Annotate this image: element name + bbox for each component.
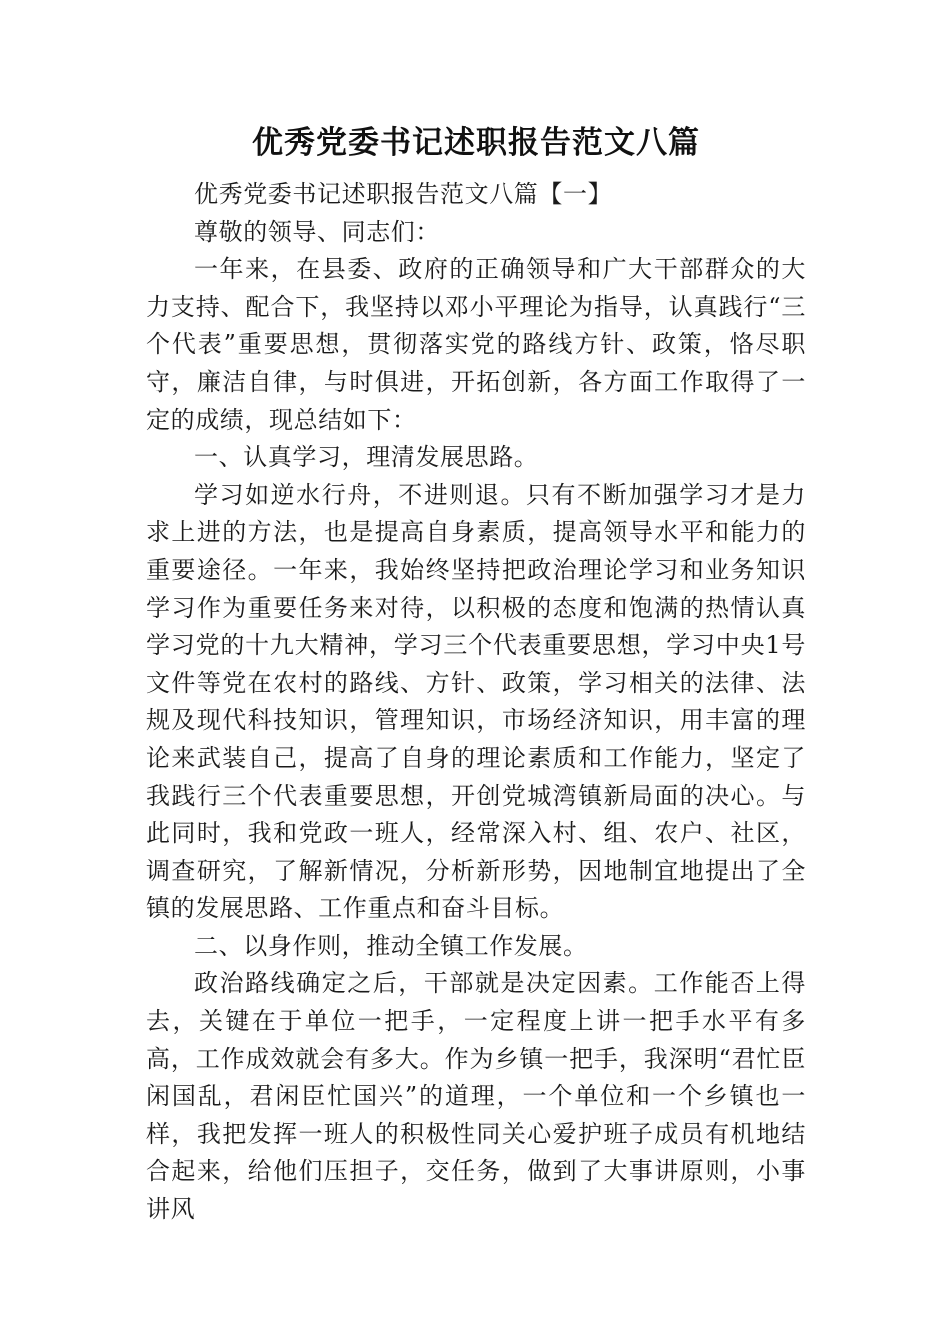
paragraph-body-1: 学习如逆水行舟，不进则退。只有不断加强学习才是力求上进的方法，也是提高自身素质，提高领导水平和能力的重要途径。一年来，我始终坚持把政治理论学习和业务知识学习作为重要任务来对待，以积极的态度和饱满的热情认真学习党的十九大精神，学习三个代表重要思想，学习中央1号文件等党在农村的路线、方针、政策，学习相关的法律、法规及现代科技知识，管理知识，市场经济知识，用丰富的理论来武装自己，提高了自身的理论素质和工作能力，坚定了我践行三个代表重要思想，开创党城湾镇新局面的决心。与此同时，我和党政一班人，经常深入村、组、农户、社区，调查研究，了解新情况，分析新形势，因地制宜地提出了全镇的发展思路、工作重点和奋斗目标。 xyxy=(146,480,806,923)
document-page xyxy=(146,118,806,1229)
document-title: 优秀党委书记述职报告范文八篇 xyxy=(252,125,700,161)
section-heading-2: 二、以身作则，推动全镇工作发展。 xyxy=(194,931,588,960)
paragraph-salutation: 尊敬的领导、同志们： xyxy=(194,217,440,246)
section-heading-1: 一、认真学习，理清发展思路。 xyxy=(194,443,539,472)
paragraph-body-2: 政治路线确定之后，干部就是决定因素。工作能否上得去，关键在于单位一把手，一定程度上讲一把手水平有多高，工作成效就会有多大。作为乡镇一把手，我深明“君忙臣闲国乱，君闲臣忙国兴”的道理，一个单位和一个乡镇也一样，我把发挥一班人的积极性同关心爱护班子成员有机地结合起来，给他们压担子，交任务，做到了大事讲原则，小事讲风 xyxy=(146,969,806,1224)
paragraph-intro: 一年来，在县委、政府的正确领导和广大干部群众的大力支持、配合下，我坚持以邓小平理论为指导，认真践行“三个代表”重要思想，贯彻落实党的路线方针、政策，恪尽职守，廉洁自律，与时俱进，开拓创新，各方面工作取得了一定的成绩，现总结如下： xyxy=(146,255,806,434)
paragraph-subtitle: 优秀党委书记述职报告范文八篇【一】 xyxy=(194,180,613,208)
